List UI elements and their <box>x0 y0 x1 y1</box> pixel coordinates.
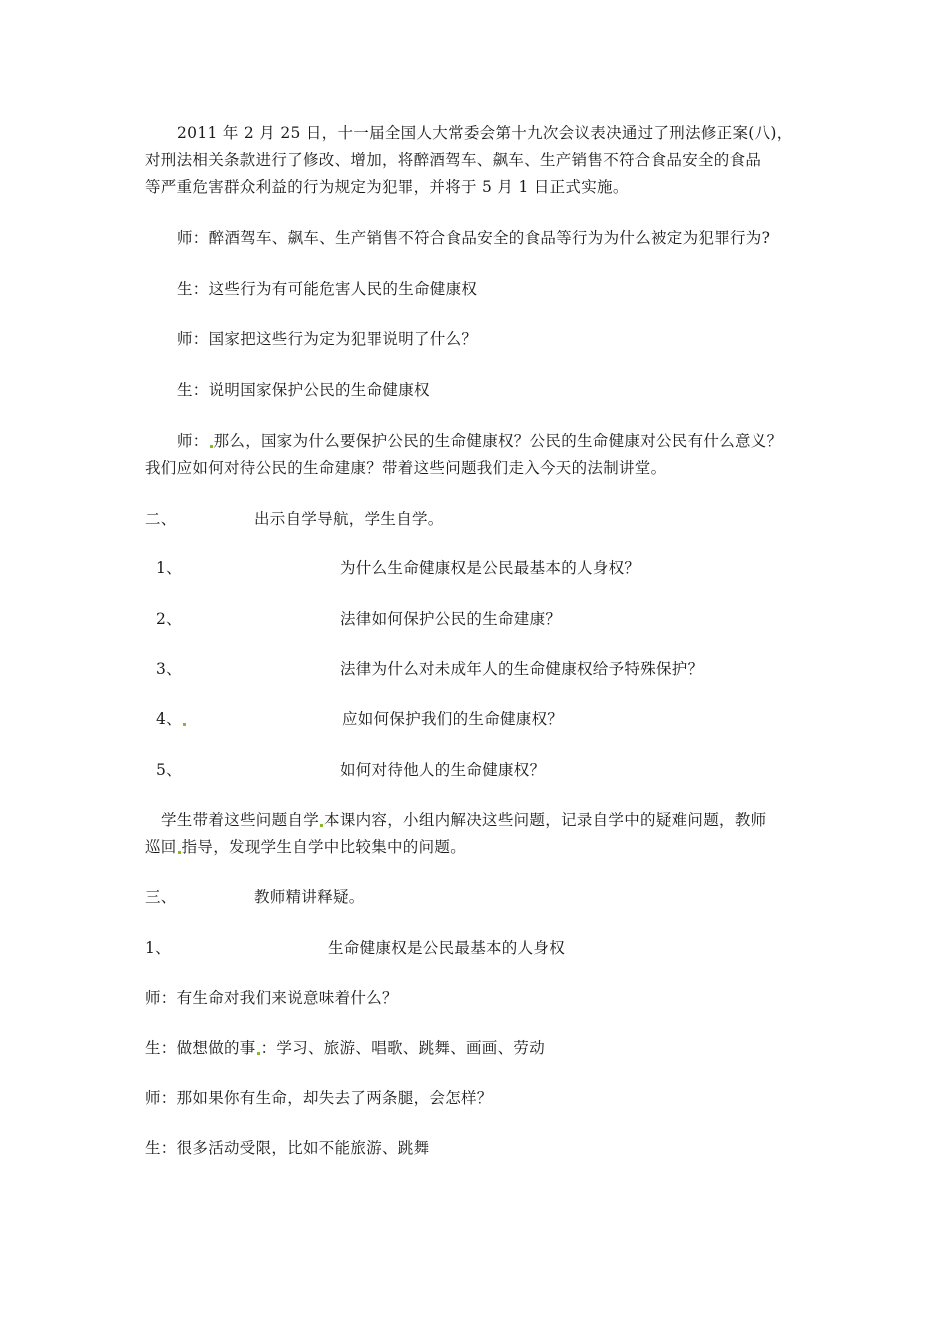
intro-line-2: 对刑法相关条款进行了修改、增加，将醉酒驾车、飙车、生产销售不符合食品安全的食品 <box>145 151 762 169</box>
section-2-number: 二、 <box>145 510 177 528</box>
list-item-3-text: 法律为什么对未成年人的生命健康权给予特殊保护？ <box>340 660 704 678</box>
self-study-note-line-1 <box>161 807 766 833</box>
teacher-question-3-text: 那么，国家为什么要保护公民的生命健康权？公民的生命健康对公民有什么意义？ <box>213 432 783 450</box>
intro-line-3: 等严重危害群众利益的行为规定为犯罪，并将于 5 月 1 日正式实施。 <box>145 178 629 196</box>
list-item-4-text: 应如何保护我们的生命健康权？ <box>342 710 564 728</box>
list-item-1-text: 为什么生命健康权是公民最基本的人身权？ <box>340 559 641 577</box>
teacher-question-3 <box>177 428 782 454</box>
speaker-prefix: 师： <box>177 432 209 450</box>
teacher-question-2: 师：国家把这些行为定为犯罪说明了什么？ <box>177 330 478 348</box>
note-text-d: 指导，发现学生自学中比较集中的问题。 <box>181 838 467 856</box>
marker-dot <box>210 445 213 448</box>
subsection-1-title: 生命健康权是公民最基本的人身权 <box>328 939 566 957</box>
student-line-1-b: ：学习、旅游、唱歌、跳舞、画画、劳动 <box>260 1039 546 1057</box>
student-answer-1: 生：这些行为有可能危害人民的生命健康权 <box>177 280 478 298</box>
marker-dot <box>257 1052 260 1055</box>
section-3-title: 教师精讲释疑。 <box>254 888 365 906</box>
teacher-question-1: 师：醉酒驾车、飙车、生产销售不符合食品安全的食品等行为为什么被定为犯罪行为? <box>177 229 771 247</box>
list-item-4-number <box>156 706 187 732</box>
student-answer-2: 生：说明国家保护公民的生命健康权 <box>177 381 430 399</box>
list-item-2-number: 2、 <box>156 610 182 628</box>
list-item-3-number: 3、 <box>156 660 182 678</box>
note-text-c: 巡回 <box>145 838 177 856</box>
teacher-line-2: 师：那如果你有生命，却失去了两条腿，会怎样？ <box>145 1089 493 1107</box>
section-3-number: 三、 <box>145 888 177 906</box>
student-line-2: 生：很多活动受限，比如不能旅游、跳舞 <box>145 1139 430 1157</box>
list-item-1-number: 1、 <box>156 559 182 577</box>
teacher-line-1: 师：有生命对我们来说意味着什么？ <box>145 989 398 1007</box>
student-line-1 <box>145 1035 545 1061</box>
note-text-b: 本课内容，小组内解决这些问题，记录自学中的疑难问题，教师 <box>324 811 767 829</box>
subsection-1-number: 1、 <box>145 939 171 957</box>
list-item-4-number-text: 4、 <box>156 710 182 728</box>
marker-dot <box>320 824 323 827</box>
self-study-note-line-2 <box>145 834 466 860</box>
list-item-5-text: 如何对待他人的生命健康权？ <box>340 761 546 779</box>
teacher-question-3-line-2: 我们应如何对待公民的生命建康？带着这些问题我们走入今天的法制讲堂。 <box>145 459 667 477</box>
list-item-5-number: 5、 <box>156 761 182 779</box>
marker-dot <box>178 851 181 854</box>
list-item-2-text: 法律如何保护公民的生命建康？ <box>340 610 562 628</box>
intro-line-1: 2011 年 2 月 25 日，十一届全国人大常委会第十九次会议表决通过了刑法修正案(八)， <box>177 124 793 142</box>
marker-dot <box>183 723 186 726</box>
student-line-1-a: 生：做想做的事 <box>145 1039 256 1057</box>
section-2-title: 出示自学导航，学生自学。 <box>254 510 444 528</box>
note-text-a: 学生带着这些问题自学 <box>161 811 320 829</box>
